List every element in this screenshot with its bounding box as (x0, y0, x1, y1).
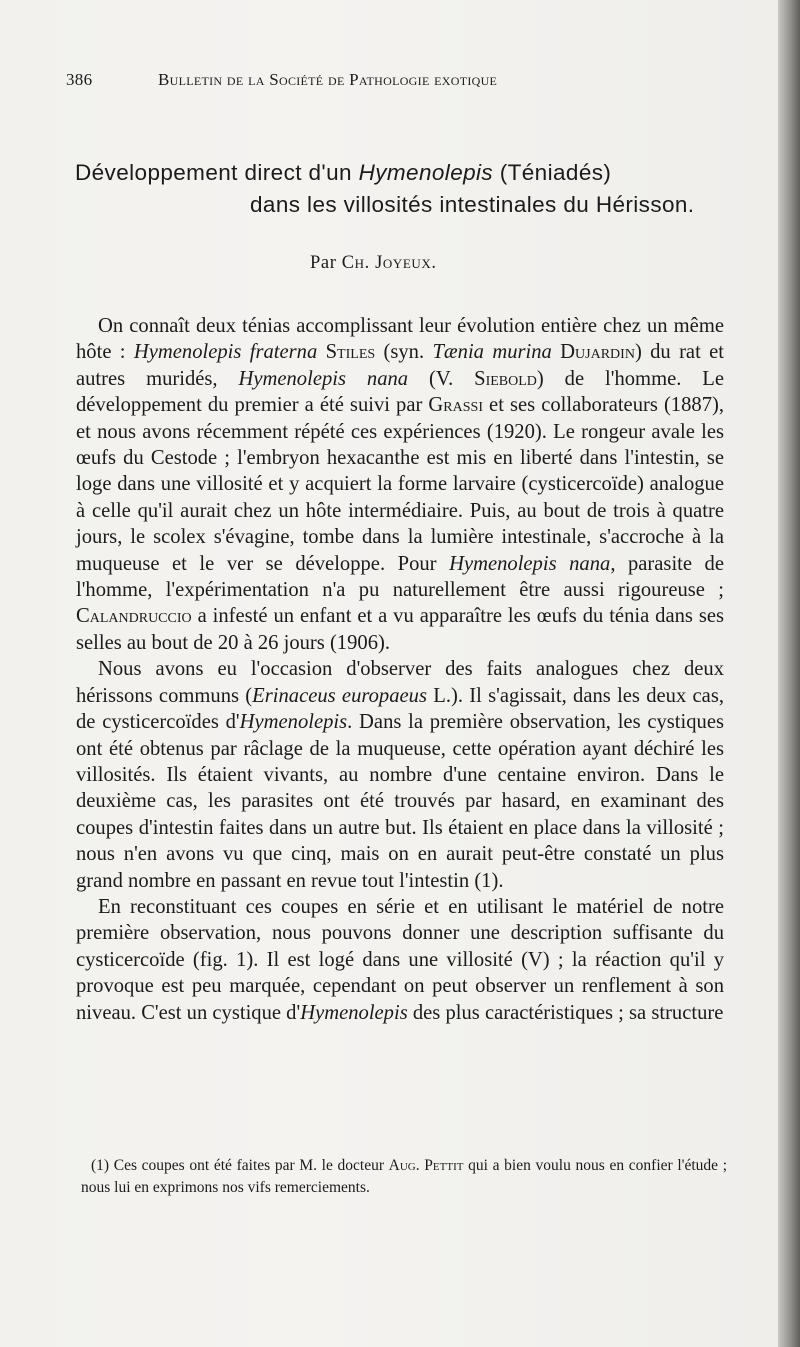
title-genus: Hymenolepis (358, 160, 494, 185)
running-title: Bulletin de la Société de Pathologie exotique (158, 70, 498, 89)
article-title-line-1: Développement direct d'un Hymenolepis (Téniadés) (75, 160, 612, 185)
footnote: (1) Ces coupes ont été faites par M. le docteur Aug. Pettit qui a bien voulu nous en confier l'étude ; nous lui en exprimons nos vifs remerciements. (81, 1157, 727, 1196)
author-name: Ch. Joyeux. (341, 253, 437, 273)
article-body (76, 313, 724, 1026)
paragraph-1: On connaît deux ténias accomplissant leur évolution entière chez un même hôte : Hymenolepis fraterna Stiles (syn. Tænia murina Dujardin) du rat et autres muridés, Hymenolepis nana (V. Siebold) de l'homme. Le développement du premier a été suivi par Grassi et ses collaborateurs (1887), et nous avons récemment répété ces expériences (1920). Le rongeur avale les œufs du Cestode ; l'embryon hexacanthe est mis en liberté dans l'intestin, se loge dans une villosité et y acquiert la forme larvaire (cysticercoïde) analogue à celle qu'il aurait chez un hôte intermédiaire. Puis, au bout de trois à quatre jours, le scolex s'évagine, tombe dans la lumière intestinale, s'accroche à la muqueuse et le ver se développe. Pour Hymenolepis nana, parasite de l'homme, l'expérimentation n'a pu naturellement être aussi rigoureuse ; Calandruccio a infesté un enfant et a vu apparaître les œufs du ténia dans ses selles au bout de 20 à 26 jours (1906). (76, 315, 725, 654)
binding-gutter-shadow (778, 0, 800, 1347)
paragraph-3: En reconstituant ces coupes en série et en utilisant le matériel de notre première observation, nous pouvons donner une description suffisante du cysticercoïde (fig. 1). Il est logé dans une villosité (V) ; la réaction qu'il y provoque est peu marquée, cependant on peut observer un renflement à son niveau. C'est un cystique d'Hymenolepis des plus caractéristiques ; sa structure (76, 895, 724, 1024)
author-byline: Par Ch. Joyeux. (310, 253, 437, 273)
page-number: 386 (66, 70, 93, 89)
article-title-line-2: dans les villosités intestinales du Hérisson. (250, 192, 695, 217)
paragraph-2: Nous avons eu l'occasion d'observer des faits analogues chez deux hérissons communs (Erinaceus europaeus L.). Il s'agissait, dans les deux cas, de cysticercoïdes d'Hymenolepis. Dans la première observation, les cystiques ont été obtenus par râclage de la muqueuse, cette opération ayant déchiré les villosités. Ils étaient vivants, au nombre d'une centaine environ. Dans le deuxième cas, les parasites ont été trouvés par hasard, en examinant des coupes d'intestin faites dans un autre but. Ils étaient en place dans la villosité ; nous n'en avons vu que cinq, mais on en aurait peut-être constaté un plus grand nombre en passant en revue tout l'intestin (1). (76, 658, 724, 892)
